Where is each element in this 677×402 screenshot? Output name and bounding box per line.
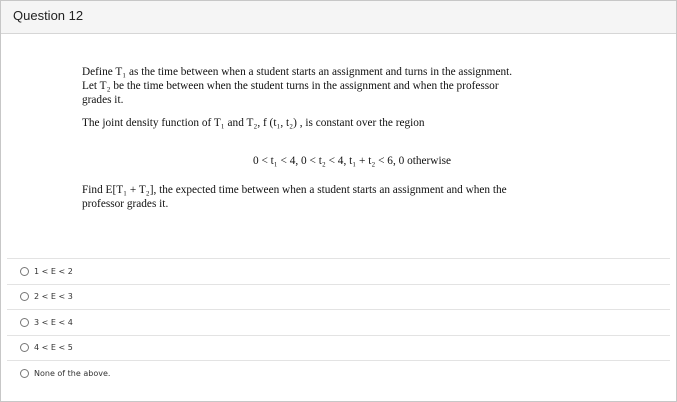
- answer-option-4[interactable]: [7, 335, 670, 361]
- question-paragraph-definitions: [82, 65, 582, 107]
- radio-icon[interactable]: [20, 267, 29, 276]
- definition-line-3: grades it.: [82, 94, 124, 106]
- answer-option-label: None of the above.: [34, 368, 111, 378]
- answer-options: [7, 258, 670, 386]
- answer-option-label: 2 < E < 3: [34, 292, 73, 302]
- radio-icon[interactable]: [20, 318, 29, 327]
- definition-line-1: Define T₁ as the time between when a student starts an assignment and turns in the assignment.: [82, 66, 513, 78]
- radio-icon[interactable]: [20, 292, 29, 301]
- density-text: The joint density function of T₁ and T₂, f (t₁, t₂) , is constant over the region: [82, 117, 425, 129]
- find-line-1: Find E[T₁ + T₂], the expected time between when a student starts an assignment and when the: [82, 184, 507, 196]
- question-paragraph-find: [82, 183, 562, 211]
- definition-line-2: Let T₂ be the time between when the student turns in the assignment and when the professor: [82, 80, 499, 92]
- question-title: Question 12: [13, 8, 84, 23]
- answer-option-label: 4 < E < 5: [34, 343, 73, 353]
- answer-option-2[interactable]: [7, 284, 670, 310]
- answer-option-1[interactable]: [7, 258, 670, 284]
- question-paragraph-density: [82, 116, 582, 130]
- answer-option-5[interactable]: [7, 360, 670, 386]
- region-condition: 0 < t₁ < 4, 0 < t₂ < 4, t₁ + t₂ < 6, 0 otherwise: [252, 155, 451, 167]
- answer-option-label: 1 < E < 2: [34, 266, 73, 276]
- radio-icon[interactable]: [20, 369, 29, 378]
- answer-option-label: 3 < E < 4: [34, 317, 73, 327]
- answer-option-3[interactable]: [7, 309, 670, 335]
- question-body: [82, 65, 582, 210]
- find-line-2: professor grades it.: [82, 198, 169, 210]
- radio-icon[interactable]: [20, 343, 29, 352]
- question-header: [1, 1, 676, 34]
